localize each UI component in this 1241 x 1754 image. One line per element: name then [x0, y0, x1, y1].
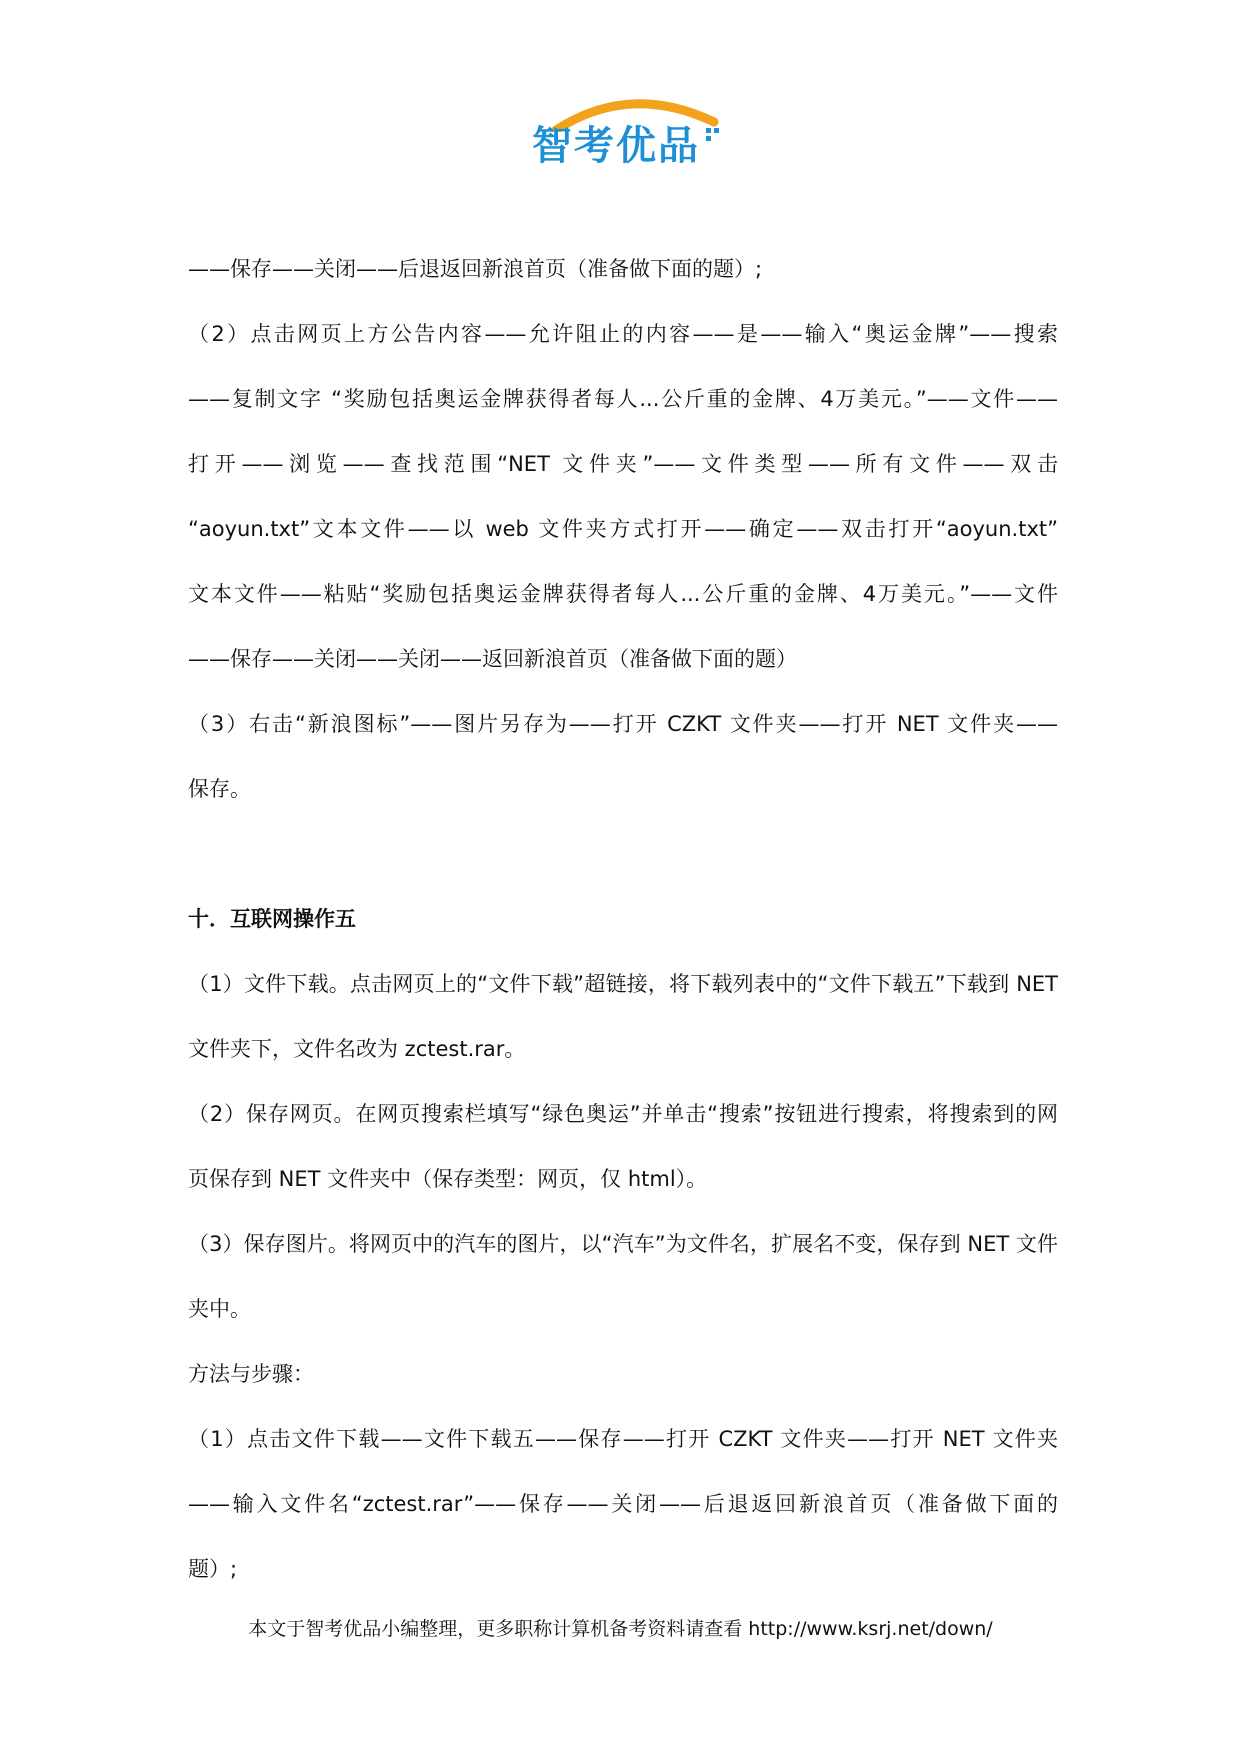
section-heading: 十．互联网操作五: [188, 907, 356, 931]
text-line: 文件夹下，文件名改为 zctest.rar。: [188, 1037, 526, 1061]
text-line: ——复制文字 “奖励包括奥运金牌获得者每人...公斤重的金牌、4万美元。”——文件——: [188, 387, 1058, 411]
text-line: （3）保存图片。将网页中的汽车的图片，以“汽车”为文件名，扩展名不变，保存到 NET 文件: [188, 1232, 1058, 1256]
text-line: （1）文件下载。点击网页上的“文件下载”超链接，将下载列表中的“文件下载五”下载到 NET: [188, 972, 1058, 996]
text-line: （2）保存网页。在网页搜索栏填写“绿色奥运”并单击“搜索”按钮进行搜索，将搜索到的网: [188, 1102, 1058, 1126]
text-line: （2）点击网页上方公告内容——允许阻止的内容——是——输入“奥运金牌”——搜索: [188, 322, 1058, 346]
logo-dots-icon: [706, 128, 724, 146]
text-line: 夹中。: [188, 1297, 251, 1321]
text-line: 页保存到 NET 文件夹中（保存类型：网页，仅 html）。: [188, 1167, 708, 1191]
logo-text: 智考优品: [532, 123, 700, 169]
text-line: （1）点击文件下载——文件下载五——保存——打开 CZKT 文件夹——打开 NET 文件夹: [188, 1427, 1058, 1451]
document-body: [188, 256, 1058, 1621]
text-line: “aoyun.txt”文本文件——以 web 文件夹方式打开——确定——双击打开“aoyun.txt”: [188, 517, 1058, 541]
text-line: 方法与步骤：: [188, 1362, 314, 1386]
page-footer: 本文于智考优品小编整理，更多职称计算机备考资料请查看 http://www.ksrj.net/down/: [248, 1618, 993, 1640]
text-line: 题）;: [188, 1557, 238, 1581]
spacer: [188, 841, 1058, 906]
text-line: 文本文件——粘贴“奖励包括奥运金牌获得者每人...公斤重的金牌、4万美元。”——文件: [188, 582, 1058, 606]
text-line: ——保存——关闭——关闭——返回新浪首页（准备做下面的题）: [188, 647, 797, 671]
text-line: 打开——浏览——查找范围“NET 文件夹”——文件类型——所有文件——双击: [188, 452, 1058, 476]
text-line: 保存。: [188, 777, 251, 801]
text-line: ——输入文件名“zctest.rar”——保存——关闭——后退返回新浪首页（准备做下面的: [188, 1492, 1058, 1516]
logo: [524, 92, 724, 172]
text-line: ——保存——关闭——后退返回新浪首页（准备做下面的题）;: [188, 257, 763, 281]
text-line: （3）右击“新浪图标”——图片另存为——打开 CZKT 文件夹——打开 NET 文件夹——: [188, 712, 1058, 736]
